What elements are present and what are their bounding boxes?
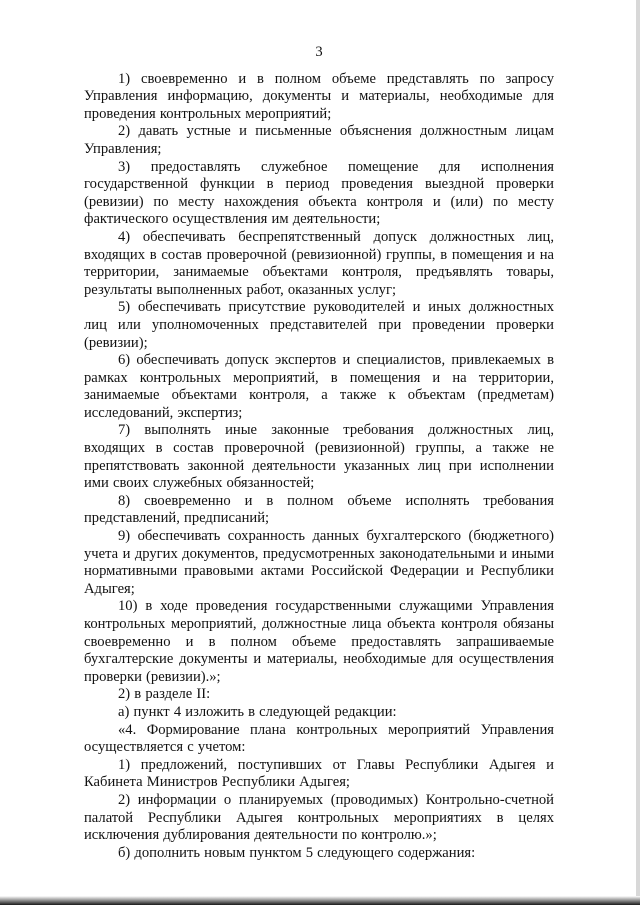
paragraph-section-2: 2) в разделе II: — [118, 686, 211, 703]
scan-bottom-shadow — [0, 896, 640, 905]
paragraph-6: 6) обеспечивать допуск экспертов и специалистов, привлекаемых в рамках контрольных мероприятий, в помещения и на территории, занимаемые объектами контроля, а также к объектам (предметам) исследований, экспертиз; — [84, 352, 554, 421]
scan-edge — [636, 0, 640, 905]
document-page — [84, 44, 554, 862]
page-number: 3 — [315, 44, 323, 60]
paragraph-quote-4: «4. Формирование плана контрольных мероприятий Управления осуществляется с учетом: — [84, 721, 554, 756]
paragraph-quote-4-1: 1) предложений, поступивших от Главы Республики Адыгея и Кабинета Министров Республики Адыгея; — [84, 756, 554, 791]
paragraph-10: 10) в ходе проведения государственными служащими Управления контрольных мероприятий, должностные лица объекта контроля обязаны своевременно и в полном объеме предоставлять запрашиваемые бухгалтерские документы и материалы, необходимые для осуществления проверки (ревизии).»; — [84, 598, 554, 685]
paragraph-1: 1) своевременно и в полном объеме представлять по запросу Управления информацию, документы и материалы, необходимые для проведения контрольных мероприятий; — [84, 70, 554, 122]
paragraph-item-b: б) дополнить новым пунктом 5 следующего содержания: — [118, 844, 476, 861]
paragraph-item-a: а) пункт 4 изложить в следующей редакции: — [118, 703, 397, 720]
paragraph-2: 2) давать устные и письменные объяснения должностным лицам Управления; — [84, 123, 554, 157]
paragraph-8: 8) своевременно и в полном объеме исполнять требования представлений, предписаний; — [84, 492, 554, 527]
paragraph-7: 7) выполнять иные законные требования должностных лиц, входящих в состав проверочной (ревизионной) группы, а также не препятствовать законной деятельности указанных лиц при исполнении ими своих служебных обязанностей; — [84, 422, 554, 492]
paragraph-9: 9) обеспечивать сохранность данных бухгалтерского (бюджетного) учета и других документов, предусмотренных законодательными и иными нормативными правовыми актами Российской Федерации и Республики Адыгея; — [84, 528, 554, 597]
paragraph-4: 4) обеспечивать беспрепятственный допуск должностных лиц, входящих в состав проверочной (ревизионной) группы, в помещения и на территории, занимаемые объектами контроля, предъявлять товары, результаты выполненных работ, оказанных услуг; — [84, 228, 554, 298]
paragraph-quote-4-2: 2) информации о планируемых (проводимых) Контрольно-счетной палатой Республики Адыгея контрольных мероприятиях в целях исключения дублирования деятельности по контролю.»; — [84, 791, 554, 844]
paragraph-5: 5) обеспечивать присутствие руководителей и иных должностных лиц или уполномоченных представителей при проведении проверки (ревизии); — [84, 299, 554, 351]
paragraph-3: 3) предоставлять служебное помещение для исполнения государственной функции в период проведения выездной проверки (ревизии) по месту нахождения объекта контроля и (или) по месту фактического осуществления им деятельности; — [84, 158, 554, 228]
